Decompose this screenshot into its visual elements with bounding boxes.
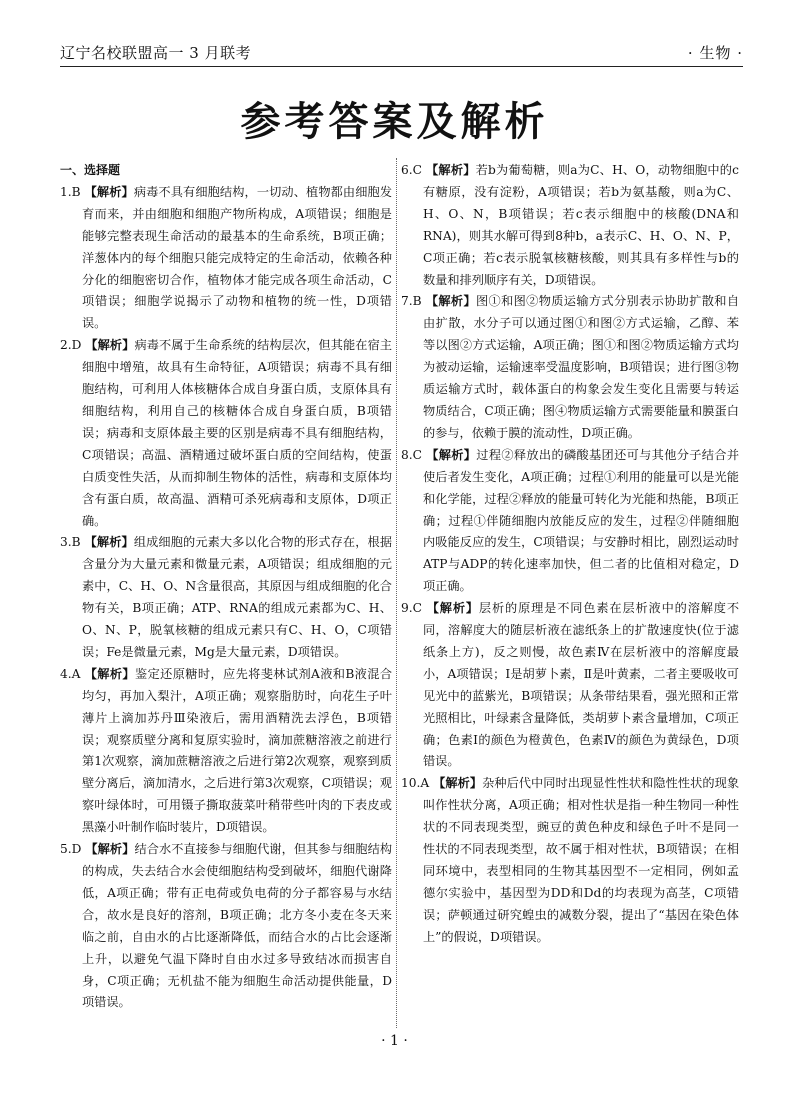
analysis-tag: 【解析】: [84, 184, 134, 199]
analysis-text: 鉴定还原糖时，应先将斐林试剂A液和B液混合均匀，再加入梨汁，A项正确；观察脂肪时，向花生子叶薄片上滴加苏丹Ⅲ染液后，需用酒精洗去浮色，B项错误；观察质壁分离和复原实验时，滴加蔗糖溶液之前进行第1次观察，滴加蔗糖溶液之后进行第2次观察，观察到质壁分离后，滴加清水，之后进行第3次观察，C项错误；观察叶绿体时，可用镊子撕取菠菜叶稍带些叶肉的下表皮或黑藻小叶制作临时装片，D项错误。: [82, 666, 393, 835]
analysis-tag: 【解析】: [426, 163, 476, 177]
left-column: [60, 160, 392, 1014]
answer-letter: C: [412, 447, 422, 462]
answer-item: [401, 291, 739, 444]
analysis-tag: 【解析】: [433, 776, 483, 791]
answer-item: [60, 664, 392, 839]
analysis-tag: 【解析】: [85, 338, 135, 353]
answer-item: [60, 335, 392, 532]
answer-letter: B: [71, 535, 81, 550]
question-number: 3.: [60, 535, 72, 550]
section-heading: 一、选择题: [60, 163, 121, 177]
question-number: 1.: [60, 184, 72, 199]
answer-item: [60, 839, 392, 1014]
question-number: 6.: [401, 163, 413, 177]
answer-item: [60, 182, 392, 335]
analysis-text: 层析的原理是不同色素在层析液中的溶解度不同，溶解度大的随层析液在滤纸条上的扩散速度快(位于滤纸条上方)，反之则慢，故色素Ⅳ在层析液中的溶解度最小，A项错误；Ⅰ是胡萝卜素，Ⅱ是叶黄素，二者主要吸收可见光中的蓝紫光，B项错误；从条带结果看，强光照和正常光照相比，叶绿素含量降低，类胡萝卜素含量增加，C项正确；色素Ⅰ的颜色为橙黄色，色素Ⅳ的颜色为黄绿色，D项错误。: [423, 601, 740, 769]
analysis-tag: 【解析】: [84, 666, 136, 681]
column-divider: [396, 158, 397, 1028]
answer-letter: D: [71, 842, 82, 857]
analysis-tag: 【解析】: [425, 294, 477, 309]
analysis-text: 若b为葡萄糖，则a为C、H、O，动物细胞中的c有糖原，没有淀粉，A项错误；若b为氨基酸，则a为C、H、O、N，B项错误；若c表示细胞中的核酸(DNA和RNA)，则其水解可得到8种b，a表示C、H、O、N、P，C项正确；若c表示脱氧核糖核酸，则其具有多样性与b的数量和排列顺序有关，D项错误。: [423, 163, 739, 287]
answer-item: [401, 773, 739, 948]
question-number: 9.: [401, 601, 413, 616]
analysis-tag: 【解析】: [85, 842, 135, 857]
exam-title: 辽宁名校联盟高一 3 月联考: [60, 44, 252, 62]
answer-letter: D: [71, 338, 82, 353]
page-title: 参考答案及解析: [240, 99, 549, 145]
answer-item: [60, 532, 392, 663]
analysis-text: 过程②释放出的磷酸基团还可与其他分子结合并使后者发生变化，A项正确；过程①利用的能量可以是光能和化学能，过程②释放的能量可转化为光能和热能，B项正确；过程①伴随细胞内放能反应的发生，过程②伴随细胞内吸能反应的发生，C项错误；与安静时相比，剧烈运动时ATP与ADP的转化速率加快，但二者的比值相对稳定，D项正确。: [423, 447, 740, 594]
answer-item: [401, 160, 739, 291]
answer-letter: A: [71, 666, 81, 681]
page-number: · 1 ·: [381, 1033, 408, 1049]
analysis-text: 杂种后代中同时出现显性性状和隐性性状的现象叫作性状分离，A项正确；相对性状是指一种生物同一种性状的不同表现类型，豌豆的黄色种皮和绿色子叶不是同一性状的不同表现类型，故不属于相对性状，B项错误；在相同环境中，表型相同的生物其基因型不一定相同，例如孟德尔实验中，基因型为DD和Dd的均表现为高茎，C项错误；萨顿通过研究蝗虫的减数分裂，提出了“基因在染色体上”的假说，D项错误。: [423, 776, 740, 944]
analysis-tag: 【解析】: [84, 535, 134, 550]
analysis-tag: 【解析】: [426, 447, 477, 462]
answer-letter: C: [412, 163, 422, 177]
question-number: 2.: [60, 338, 72, 353]
subject-label: · 生物 ·: [687, 44, 743, 62]
answer-letter: B: [71, 184, 81, 199]
analysis-text: 组成细胞的元素大多以化合物的形式存在，根据含量分为大量元素和微量元素，A项错误；组成细胞的元素中，C、H、O、N含量很高，其原因与组成细胞的化合物有关，B项正确；ATP、RNA的组成元素都为C、H、O、N、P，脱氧核糖的组成元素只有C、H、O，C项错误；Fe是微量元素，Mg是大量元素，D项错误。: [82, 535, 393, 659]
question-number: 10.: [401, 776, 421, 791]
page-header: [60, 40, 743, 67]
analysis-tag: 【解析】: [426, 601, 479, 616]
question-number: 8.: [401, 447, 413, 462]
answer-letter: A: [420, 776, 430, 791]
analysis-text: 病毒不属于生命系统的结构层次，但其能在宿主细胞中增殖，故具有生命特征，A项错误；病毒不具有细胞结构，可利用人体核糖体合成自身蛋白质，支原体具有细胞结构，利用自己的核糖体合成自身蛋白质，B项错误；病毒和支原体最主要的区别是病毒不具有细胞结构，C项错误；高温、酒精通过破坏蛋白质的空间结构，使蛋白质变性失活，从而抑制生物体的活性，病毒和支原体均含有蛋白质，故高温、酒精可杀死病毒和支原体，D项正确。: [82, 338, 393, 528]
analysis-text: 结合水不直接参与细胞代谢，但其参与细胞结构的构成，失去结合水会使细胞结构受到破坏，细胞代谢降低，A项正确；带有正电荷或负电荷的分子都容易与水结合，故水是良好的溶剂，B项正确；北方冬小麦在冬天来临之前，自由水的占比逐渐降低，而结合水的占比会逐渐上升，以避免气温下降时自由水过多导致结冰而损害自身，C项正确；无机盐不能为细胞生命活动提供能量，D项错误。: [82, 842, 393, 1010]
analysis-text: 病毒不具有细胞结构，一切动、植物都由细胞发育而来，并由细胞和细胞产物所构成，A项错误；细胞是能够完整表现生命活动的最基本的生命系统，B项正确；洋葱体内的每个细胞只能完成特定的生命活动，依赖各种分化的细胞密切合作，植物体才能完成各项生命活动，C项错误；细胞学说揭示了动物和植物的统一性，D项错误。: [82, 184, 393, 331]
answer-item: [401, 598, 739, 773]
answer-letter: B: [412, 294, 422, 309]
question-number: 5.: [60, 842, 72, 857]
right-column: [401, 160, 739, 949]
question-number: 4.: [60, 666, 72, 681]
question-number: 7.: [401, 294, 413, 309]
answer-item: [401, 445, 739, 598]
answer-letter: C: [412, 601, 422, 616]
analysis-text: 图①和图②物质运输方式分别表示协助扩散和自由扩散，水分子可以通过图①和图②方式运输，乙醇、苯等以图②方式运输，A项正确；图①和图②物质运输方式均为被动运输，运输速率受温度影响，B项错误；进行图③物质运输方式时，载体蛋白的构象会发生变化且需要与转运物质结合，C项正确；图④物质运输方式需要能量和膜蛋白的参与，依赖于膜的流动性，D项正确。: [423, 294, 740, 440]
